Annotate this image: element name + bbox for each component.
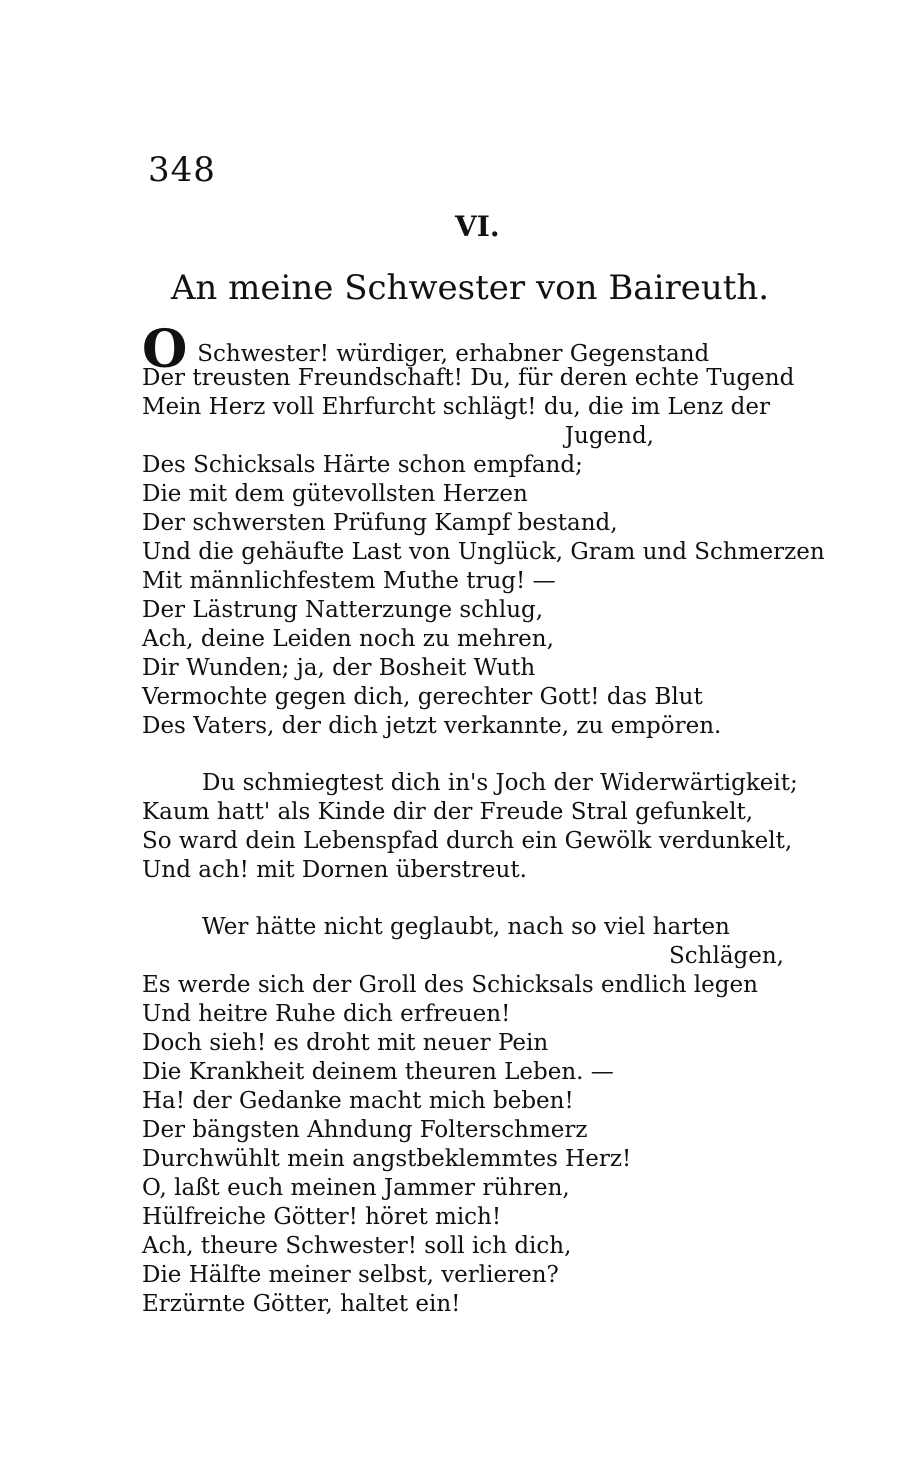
section-numeral: VI. <box>455 210 500 243</box>
poem-line: Durchwühlt mein angstbeklemmtes Herz! <box>142 1146 632 1172</box>
stanza-gap <box>142 741 802 769</box>
poem-line: Des Vaters, der dich jetzt verkannte, zu empören. <box>142 713 722 739</box>
poem-line: Doch sieh! es droht mit neuer Pein <box>142 1030 549 1056</box>
poem-line: Dir Wunden; ja, der Bosheit Wuth <box>142 655 536 681</box>
poem-line: Ach, deine Leiden noch zu mehren, <box>142 626 554 652</box>
poem-line: Jugend, <box>564 423 654 449</box>
poem-line-text: Schwester! würdiger, erhabner Gegenstand <box>197 341 710 367</box>
poem-line: Und die gehäufte Last von Unglück, Gram und Schmerzen <box>142 539 825 565</box>
poem-line: Der treusten Freundschaft! Du, für deren echte Tugend <box>142 365 795 391</box>
poem-line: Mit männlichfestem Muthe trug! — <box>142 568 556 594</box>
poem-line: Du schmiegtest dich in's Joch der Widerwärtigkeit; <box>202 770 798 796</box>
poem-line: Des Schicksals Härte schon empfand; <box>142 452 583 478</box>
poem-line: Vermochte gegen dich, gerechter Gott! das Blut <box>142 684 703 710</box>
poem-line: Der bängsten Ahndung Folterschmerz <box>142 1117 588 1143</box>
poem-line: Ha! der Gedanke macht mich beben! <box>142 1088 574 1114</box>
poem-line: O, laßt euch meinen Jammer rühren, <box>142 1175 570 1201</box>
poem-line: Mein Herz voll Ehrfurcht schlägt! du, die im Lenz der <box>142 394 770 420</box>
poem-line: Schlägen, <box>669 943 784 969</box>
poem-title: An meine Schwester von Baireuth. <box>170 268 770 308</box>
poem-line: Es werde sich der Groll des Schicksals endlich legen <box>142 972 758 998</box>
poem-line: Erzürnte Götter, haltet ein! <box>142 1291 461 1317</box>
poem-line: Die Krankheit deinem theuren Leben. — <box>142 1059 614 1085</box>
poem-line: Ach, theure Schwester! soll ich dich, <box>142 1233 572 1259</box>
stanza-gap <box>142 885 802 913</box>
poem-line: So ward dein Lebenspfad durch ein Gewölk verdunkelt, <box>142 828 793 854</box>
poem-line: Kaum hatt' als Kinde dir der Freude Stral gefunkelt, <box>142 799 754 825</box>
poem-line: Und heitre Ruhe dich erfreuen! <box>142 1001 511 1027</box>
poem-line: Hülfreiche Götter! höret mich! <box>142 1204 502 1230</box>
poem-line: Der Lästrung Natterzunge schlug, <box>142 597 544 623</box>
drop-cap: O <box>142 319 188 380</box>
poem-body <box>142 319 825 1319</box>
poem-line: Die Hälfte meiner selbst, verlieren? <box>142 1262 559 1288</box>
poem-line: Die mit dem gütevollsten Herzen <box>142 481 528 507</box>
page-number: 348 <box>148 150 216 190</box>
poem-line: Wer hätte nicht geglaubt, nach so viel harten <box>202 914 730 940</box>
poem-line: Und ach! mit Dornen überstreut. <box>142 857 527 883</box>
poem-line: Der schwersten Prüfung Kampf bestand, <box>142 510 618 536</box>
